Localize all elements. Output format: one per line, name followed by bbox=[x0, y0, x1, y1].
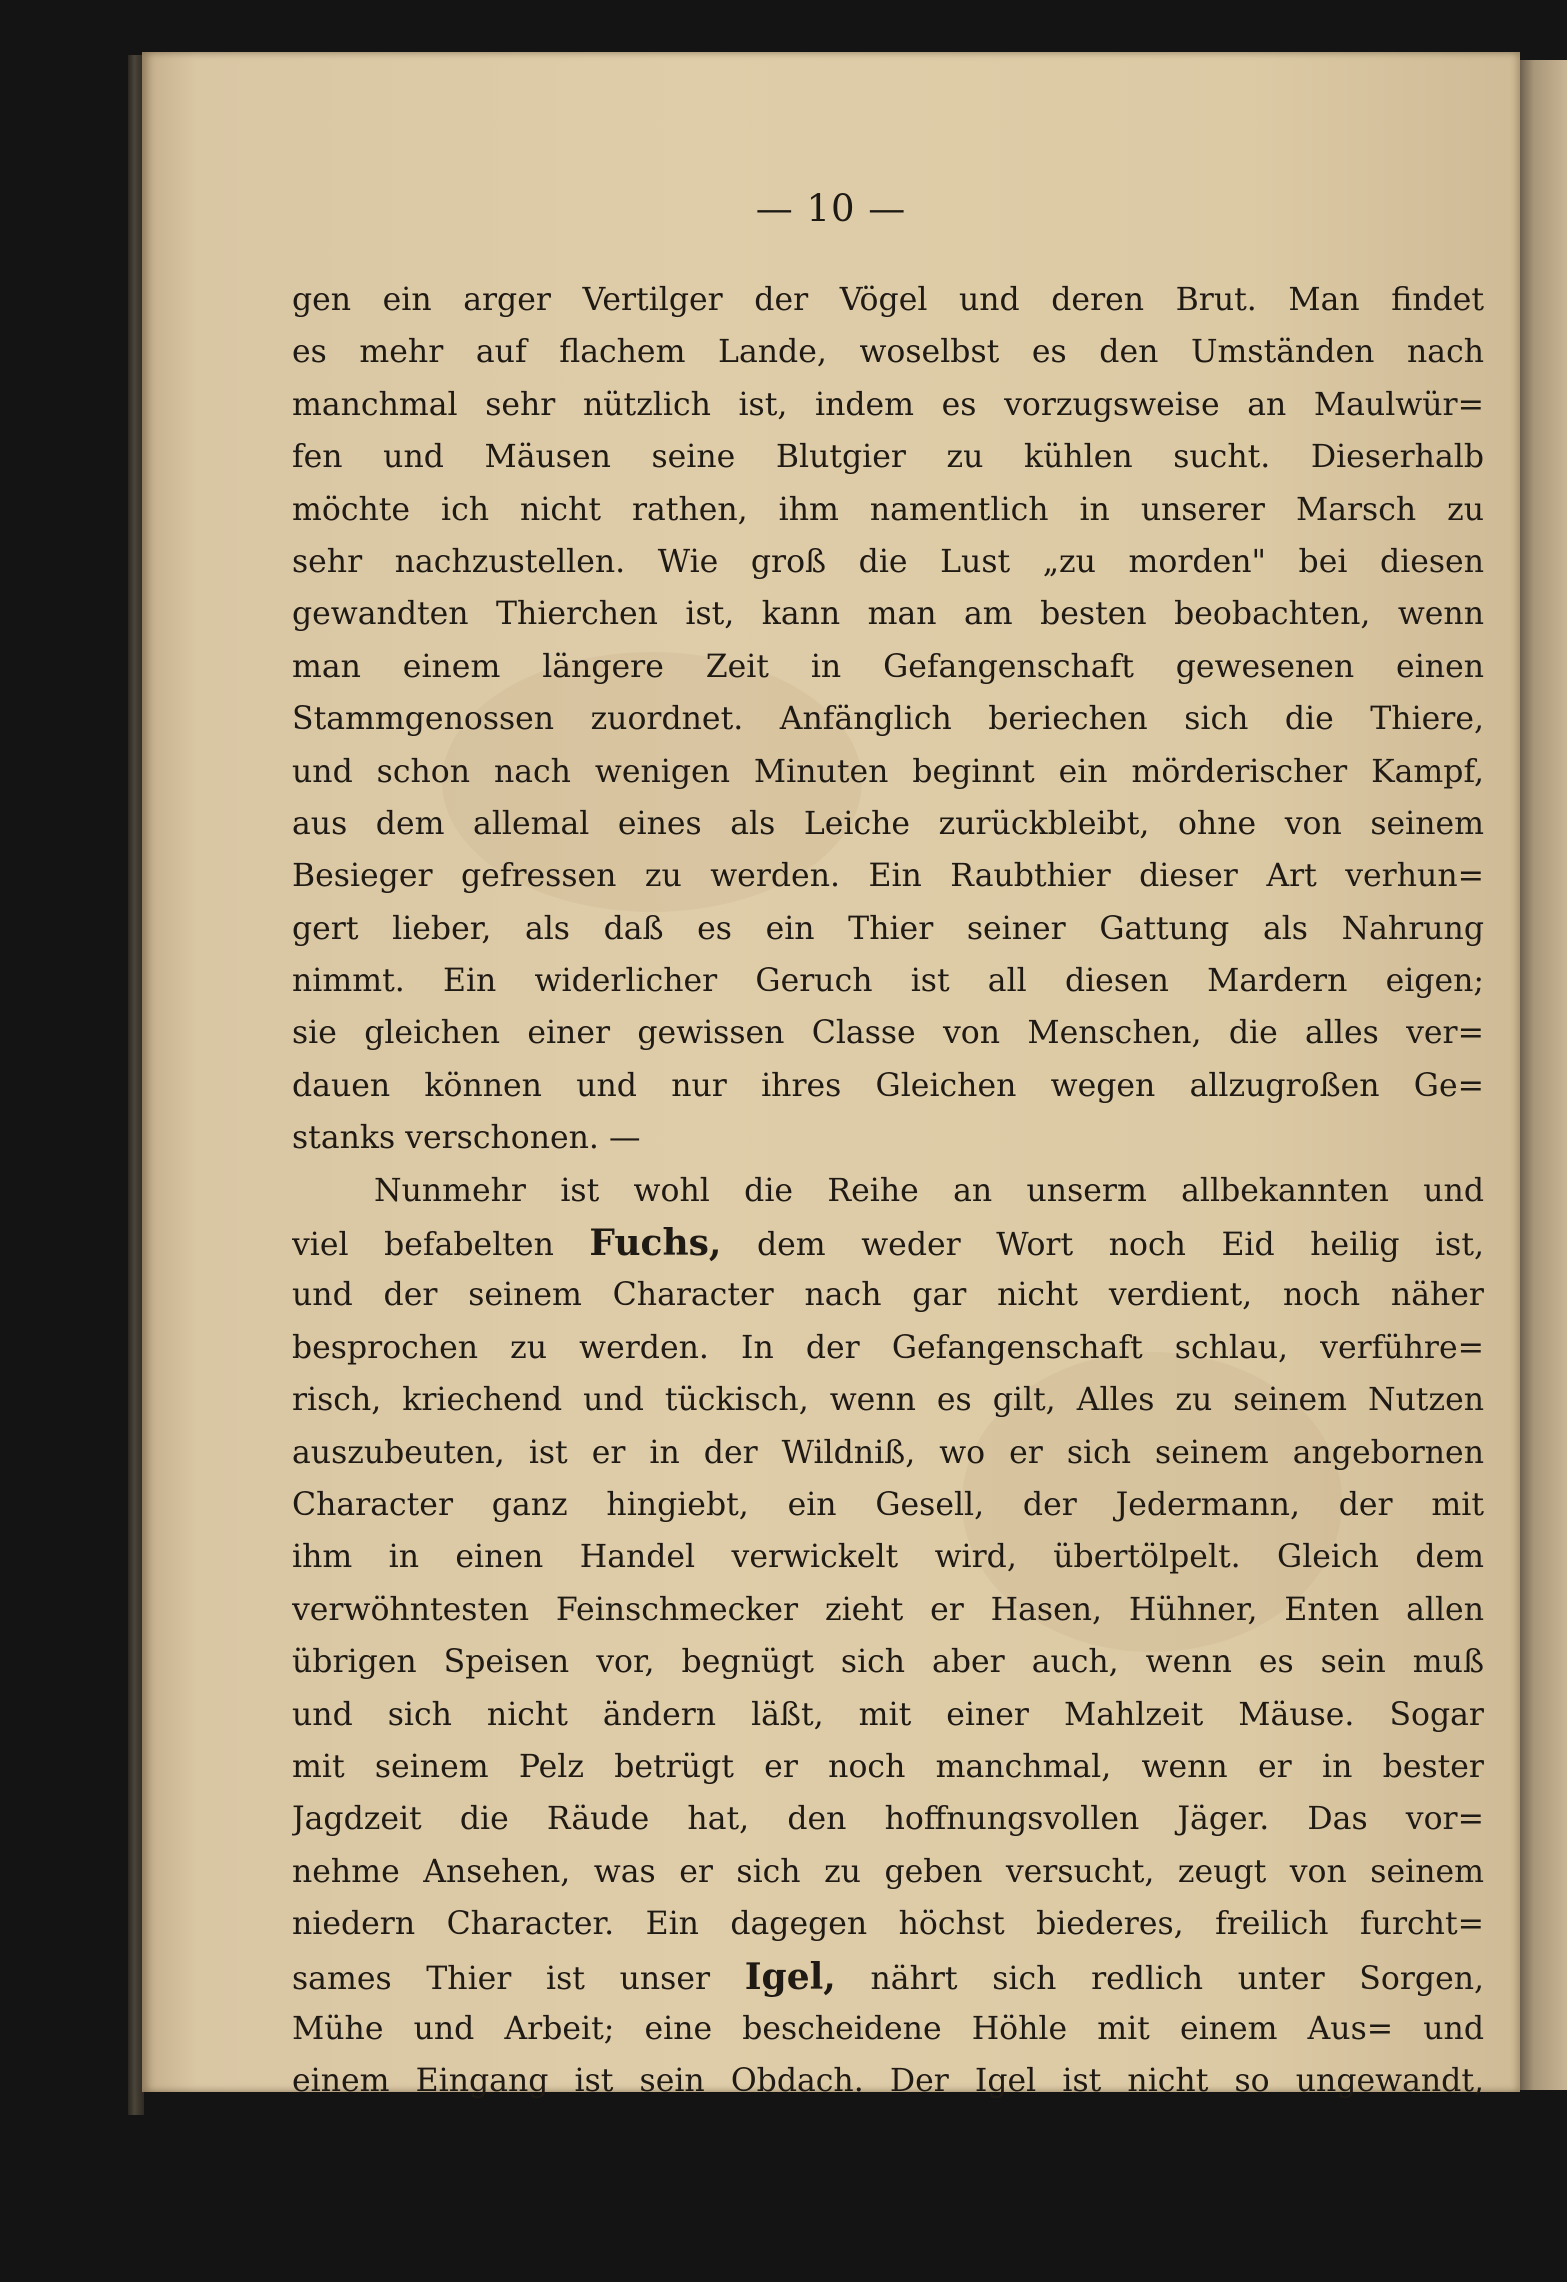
text-line: fen und Mäusen seine Blutgier zu kühlen sucht. Dieserhalb bbox=[292, 439, 1484, 476]
text-line: und schon nach wenigen Minuten beginnt ein mörderischer Kampf, bbox=[292, 753, 1484, 790]
text-line: Jagdzeit die Räude hat, den hoffnungsvollen Jäger. Das vor= bbox=[292, 1801, 1484, 1838]
text-line: auszubeuten, ist er in der Wildniß, wo er sich seinem angebornen bbox=[292, 1434, 1484, 1471]
text-span: nährt sich redlich unter Sorgen, bbox=[870, 1960, 1484, 1997]
text-line: Stammgenossen zuordnet. Anfänglich beriechen sich die Thiere, bbox=[292, 701, 1484, 738]
text-line: dauen können und nur ihres Gleichen wegen allzugroßen Ge= bbox=[292, 1067, 1484, 1104]
emphasized-word-igel: Igel, bbox=[744, 1955, 836, 1998]
text-line: und der seinem Character nach gar nicht verdient, noch näher bbox=[292, 1277, 1484, 1314]
text-line bbox=[292, 1951, 1484, 2003]
text-line: stanks verschonen. — bbox=[292, 1120, 641, 1157]
text-line: manchmal sehr nützlich ist, indem es vorzugsweise an Maulwür= bbox=[292, 386, 1484, 423]
text-line: gen ein arger Vertilger der Vögel und deren Brut. Man findet bbox=[292, 282, 1484, 318]
text-line bbox=[292, 1217, 1484, 1269]
body-text bbox=[292, 274, 1484, 2108]
text-line: sehr nachzustellen. Wie groß die Lust „zu morden" bei diesen bbox=[292, 543, 1484, 580]
page-paper bbox=[142, 52, 1520, 2100]
text-line: übrigen Speisen vor, begnügt sich aber auch, wenn es sein muß bbox=[292, 1644, 1484, 1681]
text-line: aus dem allemal eines als Leiche zurückbleibt, ohne von seinem bbox=[292, 805, 1484, 842]
text-span: dem weder Wort noch Eid heilig ist, bbox=[756, 1227, 1484, 1264]
text-line: niedern Character. Ein dagegen höchst biederes, freilich furcht= bbox=[292, 1906, 1484, 1943]
text-line: Mühe und Arbeit; eine bescheidene Höhle mit einem Aus= und bbox=[292, 2010, 1484, 2047]
text-line: gewandten Thierchen ist, kann man am besten beobachten, wenn bbox=[292, 596, 1484, 633]
text-line: es mehr auf flachem Lande, woselbst es den Umständen nach bbox=[292, 334, 1484, 371]
text-line: und sich nicht ändern läßt, mit einer Mahlzeit Mäuse. Sogar bbox=[292, 1696, 1484, 1733]
text-span: viel befabelten bbox=[292, 1227, 554, 1264]
text-line: besprochen zu werden. In der Gefangenschaft schlau, verführe= bbox=[292, 1329, 1484, 1366]
emphasized-word-fuchs: Fuchs, bbox=[589, 1222, 722, 1265]
text-line: Besieger gefressen zu werden. Ein Raubthier dieser Art verhun= bbox=[292, 858, 1484, 895]
text-line: sie gleichen einer gewissen Classe von Menschen, die alles ver= bbox=[292, 1015, 1484, 1052]
text-span: sames Thier ist unser bbox=[292, 1960, 711, 1997]
text-line: verwöhntesten Feinschmecker zieht er Hasen, Hühner, Enten allen bbox=[292, 1591, 1484, 1628]
facing-page-edge bbox=[1520, 60, 1567, 2090]
text-line: möchte ich nicht rathen, ihm namentlich in unserer Marsch zu bbox=[292, 491, 1484, 528]
text-line: nimmt. Ein widerlicher Geruch ist all diesen Mardern eigen; bbox=[292, 963, 1484, 1000]
text-line: risch, kriechend und tückisch, wenn es gilt, Alles zu seinem Nutzen bbox=[292, 1382, 1484, 1419]
text-line: nehme Ansehen, was er sich zu geben versucht, zeugt von seinem bbox=[292, 1853, 1484, 1890]
page-number: — 10 — bbox=[755, 187, 907, 230]
text-line: einem Eingang ist sein Obdach. Der Igel ist nicht so ungewandt, bbox=[292, 2063, 1484, 2100]
text-line: gert lieber, als daß es ein Thier seiner Gattung als Nahrung bbox=[292, 910, 1484, 947]
text-line: ihm in einen Handel verwickelt wird, übertölpelt. Gleich dem bbox=[292, 1539, 1484, 1576]
text-line: Nunmehr ist wohl die Reihe an unserm allbekannten und bbox=[374, 1172, 1484, 1209]
text-line: man einem längere Zeit in Gefangenschaft gewesenen einen bbox=[292, 648, 1484, 685]
text-line: mit seinem Pelz betrügt er noch manchmal, wenn er in bester bbox=[292, 1748, 1484, 1785]
text-line: Character ganz hingiebt, ein Gesell, der Jedermann, der mit bbox=[292, 1486, 1484, 1523]
